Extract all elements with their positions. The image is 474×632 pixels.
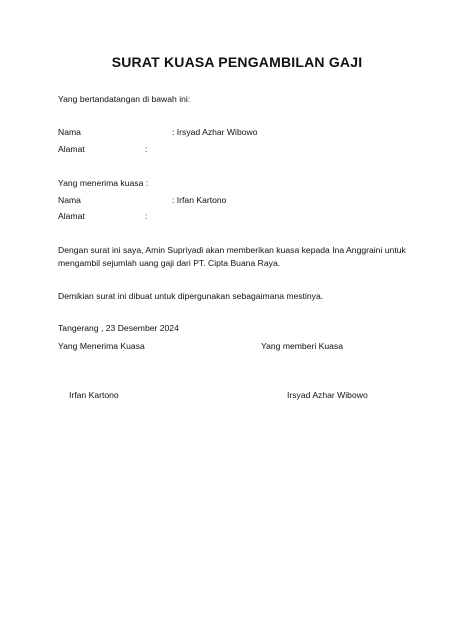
- intro-text: Yang bertandatangan di bawah ini:: [58, 94, 191, 104]
- giver-name-value: : Irsyad Azhar Wibowo: [172, 127, 258, 137]
- giver-address-value: :: [145, 144, 148, 154]
- signature-receiver-name: Irfan Kartono: [69, 390, 119, 400]
- place-date: Tangerang , 23 Desember 2024: [58, 323, 179, 333]
- giver-address-label: Alamat: [58, 144, 85, 154]
- signature-receiver-label: Yang Menerima Kuasa: [58, 341, 145, 351]
- signature-giver-label: Yang memberi Kuasa: [261, 341, 344, 351]
- receiver-name-label: Nama: [58, 195, 81, 205]
- receiver-address-label: Alamat: [58, 211, 85, 221]
- giver-name-label: Nama: [58, 127, 81, 137]
- closing-paragraph: Demikian surat ini dibuat untuk dipergunakan sebagaimana mestinya.: [58, 291, 324, 301]
- receiver-address-value: :: [145, 211, 148, 221]
- receiver-heading: Yang menerima kuasa :: [58, 178, 149, 188]
- signature-giver-name: Irsyad Azhar Wibowo: [287, 390, 368, 400]
- receiver-name-value: : Irfan Kartono: [172, 195, 227, 205]
- body-paragraph: Dengan surat ini saya, Amin Supriyadi akan memberikan kuasa kepada Ina Anggraini untuk mengambil sejumlah uang gaji dari PT. Cipta Buana Raya.: [58, 245, 406, 268]
- document-title: SURAT KUASA PENGAMBILAN GAJI: [111, 54, 363, 70]
